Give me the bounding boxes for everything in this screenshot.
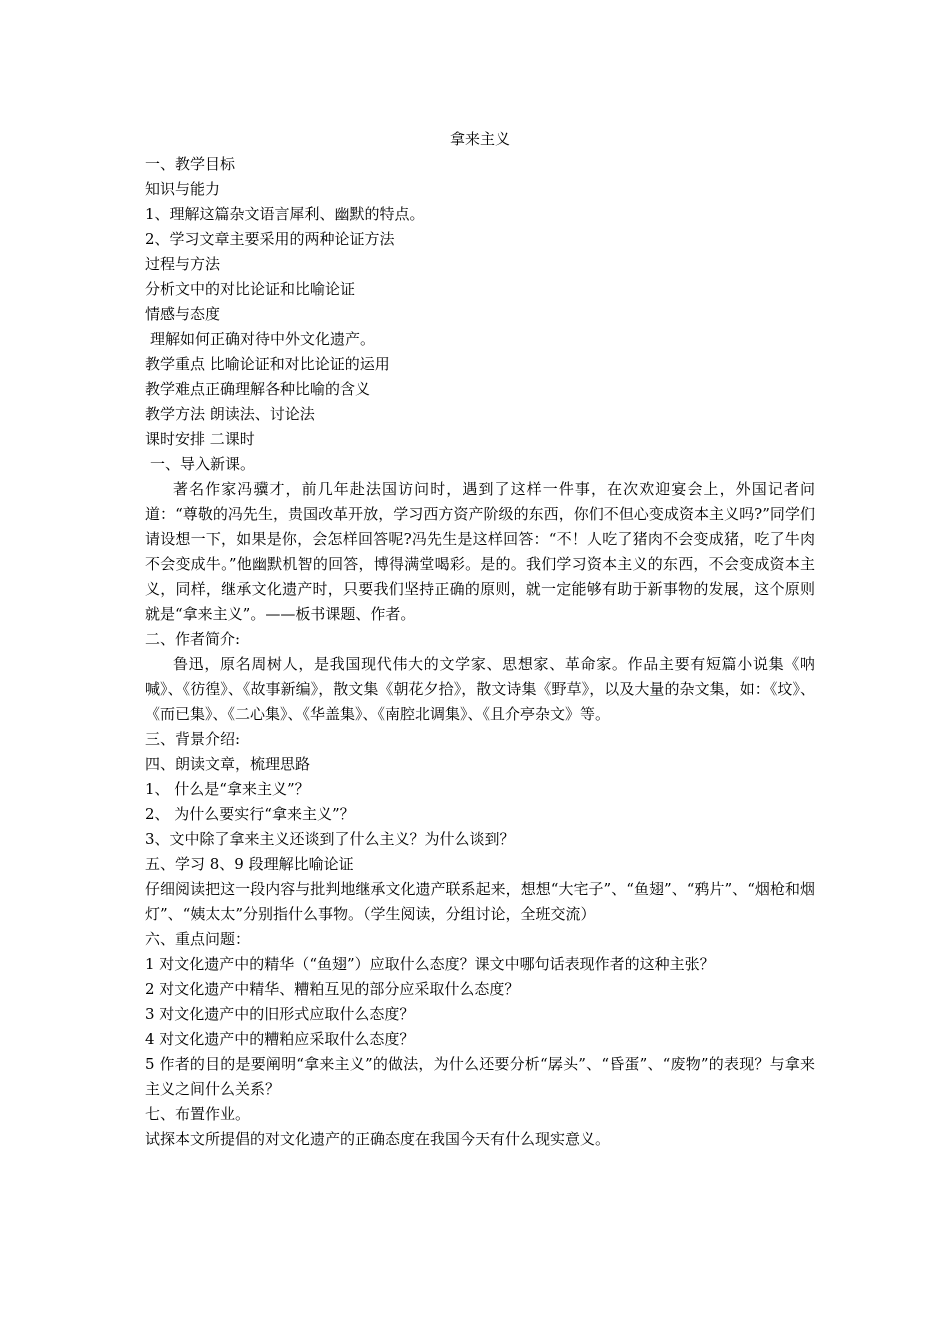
key-question-3: 3 对文化遗产中的旧形式应取什么态度？	[145, 1005, 415, 1023]
key-question-4: 4 对文化遗产中的糟粕应采取什么态度？	[145, 1030, 415, 1048]
section-heading-key-questions: 六、重点问题：	[145, 930, 251, 948]
section-heading-intro: 一、导入新课。	[150, 455, 256, 473]
reading-question-1: 1、 什么是“拿来主义”？	[145, 780, 310, 798]
section-heading-objectives: 一、教学目标	[145, 155, 236, 173]
subheading-knowledge: 知识与能力	[145, 180, 221, 198]
attitude-text: 理解如何正确对待中外文化遗产。	[150, 330, 376, 348]
key-question-2: 2 对文化遗产中精华、糟粕互见的部分应采取什么态度？	[145, 980, 520, 998]
subheading-attitude: 情感与态度	[145, 305, 221, 323]
teaching-focus: 教学重点 比喻论证和对比论证的运用	[145, 355, 390, 373]
reading-question-3: 3、文中除了拿来主义还谈到了什么主义？为什么谈到？	[145, 830, 515, 848]
teaching-difficulty: 教学难点正确理解各种比喻的含义	[145, 380, 371, 398]
section-heading-homework: 七、布置作业。	[145, 1105, 251, 1123]
author-paragraph: 鲁迅，原名周树人，是我国现代伟大的文学家、思想家、革命家。作品主要有短篇小说集《呐喊》、《彷徨》、《故事新编》，散文集《朝花夕拾》，散文诗集《野草》，以及大量的杂文集，如：《坟》、《而已集》、《二心集》、《华盖集》、《南腔北调集》、《且介亭杂文》等。	[145, 655, 815, 723]
section-heading-reading: 四、朗读文章，梳理思路	[145, 755, 311, 773]
section-heading-background: 三、背景介绍:	[145, 730, 241, 748]
class-schedule: 课时安排 二课时	[145, 430, 255, 448]
section-heading-author: 二、作者简介:	[145, 630, 241, 648]
document-page	[145, 127, 815, 1152]
reading-question-2: 2、 为什么要实行“拿来主义”？	[145, 805, 355, 823]
document-title: 拿来主义	[449, 130, 510, 148]
section-heading-metaphor: 五、学习 8、9 段理解比喻论证	[145, 855, 354, 873]
objective-item-2: 2、学习文章主要采用的两种论证方法	[145, 230, 395, 248]
process-text: 分析文中的对比论证和比喻论证	[145, 280, 356, 298]
subheading-process: 过程与方法	[145, 255, 221, 273]
intro-paragraph: 著名作家冯骥才，前几年赴法国访问时，遇到了这样一件事，在次欢迎宴会上，外国记者问道：“尊敬的冯先生，贵国改革开放，学习西方资产阶级的东西，你们不但心变成资本主义吗?”同学们请设想一下，如果是你，会怎样回答呢?冯先生是这样回答：“不！人吃了猪肉不会变成猪，吃了牛肉不会变成牛。”他幽默机智的回答，博得满堂喝彩。是的。我们学习资本主义的东西，不会变成资本主义，同样，继承文化遗产时，只要我们坚持正确的原则，就一定能够有助于新事物的发展，这个原则就是“拿来主义”。——板书课题、作者。	[145, 480, 815, 623]
objective-item-1: 1、理解这篇杂文语言犀利、幽默的特点。	[145, 205, 425, 223]
key-question-5: 5 作者的目的是要阐明“拿来主义”的做法，为什么还要分析“孱头”、“昏蛋”、“废物”的表现？与拿来主义之间什么关系？	[145, 1055, 815, 1098]
reading-paragraph: 仔细阅读把这一段内容与批判地继承文化遗产联系起来，想想“大宅子”、“鱼翅”、“鸦片”、“烟枪和烟灯”、“姨太太”分别指什么事物。（学生阅读，分组讨论，全班交流）	[145, 880, 815, 923]
teaching-method: 教学方法 朗读法、讨论法	[145, 405, 315, 423]
key-question-1: 1 对文化遗产中的精华（“鱼翅”）应取什么态度？课文中哪句话表现作者的这种主张？	[145, 955, 715, 973]
homework-text: 试探本文所提倡的对文化遗产的正确态度在我国今天有什么现实意义。	[145, 1130, 611, 1148]
